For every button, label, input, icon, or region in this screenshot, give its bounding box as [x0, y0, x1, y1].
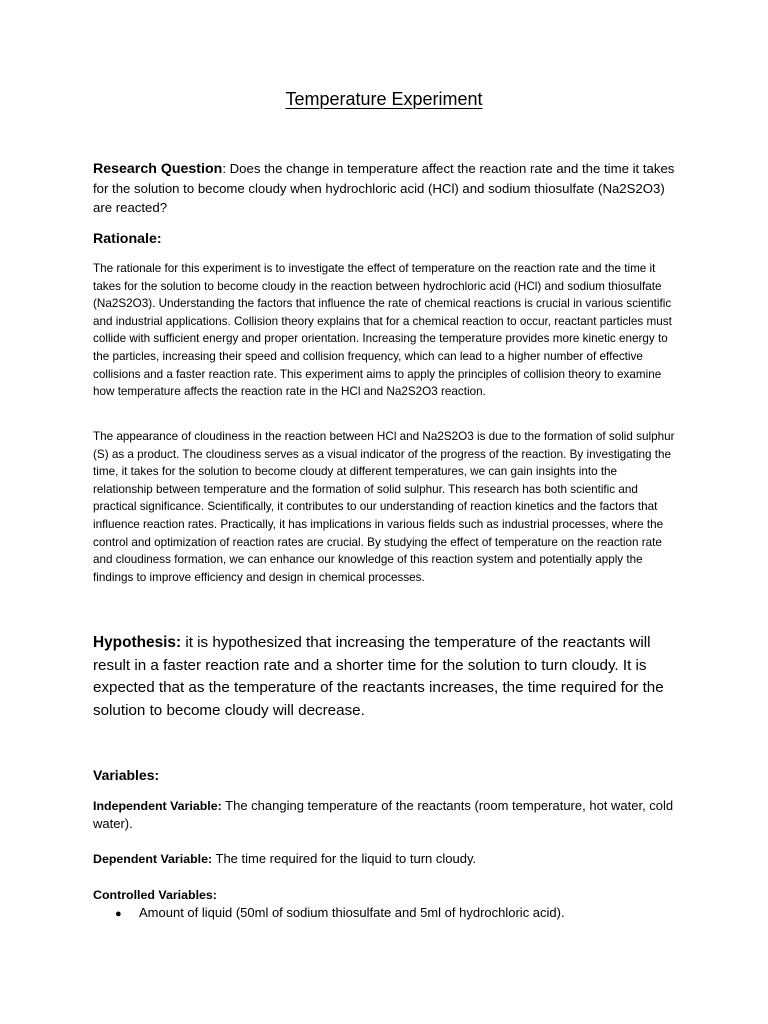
document-title-text: Temperature Experiment — [285, 89, 483, 109]
bullet-icon: ● — [115, 908, 122, 920]
document-title — [0, 88, 768, 110]
hypothesis-text: it is hypothesized that increasing the temperature of the reactants will result in a faster reaction rate and a shorter time for the solution to turn cloudy. It is expected that as the temperature of the reactants increases, the time required for the solution to become cloudy will decrease. — [93, 634, 664, 719]
research-question-text: : Does the change in temperature affect the reaction rate and the time it takes for the solution to become cloudy when hydrochloric acid (HCl) and sodium thiosulfate (Na2S2O3) are reacted? — [93, 161, 675, 215]
dependent-variable-label: Dependent Variable: — [93, 852, 213, 866]
rationale-paragraph-2: The appearance of cloudiness in the reaction between HCl and Na2S2O3 is due to the formation of solid sulphur (S) as a product. The cloudiness serves as a visual indicator of the progress of the reaction. By investigating the time, it takes for the solution to become cloudy at different temperatures, we can gain insights into the relationship between temperature and the formation of solid sulphur. This research has both scientific and practical significance. Scientifically, it contributes to our understanding of reaction kinetics and the factors that influence reaction rates. Practically, it has implications in various fields such as industrial processes, where the control and optimization of reaction rates are crucial. By studying the effect of temperature on the reaction rate and cloudiness formation, we can enhance our knowledge of this reaction system and potentially apply the findings to improve efficiency and design in chemical processes. — [93, 430, 675, 584]
rationale-paragraph-1: The rationale for this experiment is to investigate the effect of temperature on the reaction rate and the time it takes for the solution to become cloudy in the reaction between hydrochloric acid (HCl) and sodium thiosulfate (Na2S2O3). Understanding the factors that influence the rate of chemical reactions is crucial in various scientific and industrial applications. Collision theory explains that for a chemical reaction to occur, reactant particles must collide with sufficient energy and proper orientation. Increasing the temperature provides more kinetic energy to the particles, increasing their speed and collision frequency, which can lead to a higher number of effective collisions and a faster reaction rate. This experiment aims to apply the principles of collision theory to examine how temperature affects the reaction rate in the HCl and Na2S2O3 reaction. — [93, 262, 672, 399]
rationale-heading: Rationale: — [93, 231, 162, 247]
variables-heading: Variables: — [93, 767, 160, 783]
independent-variable-label: Independent Variable: — [93, 799, 222, 813]
dependent-variable-text: The time required for the liquid to turn cloudy. — [212, 851, 477, 866]
controlled-variable-item-text: Amount of liquid (50ml of sodium thiosulfate and 5ml of hydrochloric acid). — [139, 905, 565, 920]
independent-variable-text: The changing temperature of the reactants (room temperature, hot water, cold water). — [93, 798, 674, 831]
controlled-variable-item — [115, 903, 675, 924]
dependent-variable — [93, 850, 676, 868]
research-question — [93, 159, 676, 217]
research-question-label: Research Question — [93, 161, 223, 177]
independent-variable — [93, 797, 676, 833]
hypothesis-label: Hypothesis: — [93, 634, 182, 651]
hypothesis — [93, 632, 676, 722]
controlled-variables-label: Controlled Variables: — [93, 888, 217, 902]
